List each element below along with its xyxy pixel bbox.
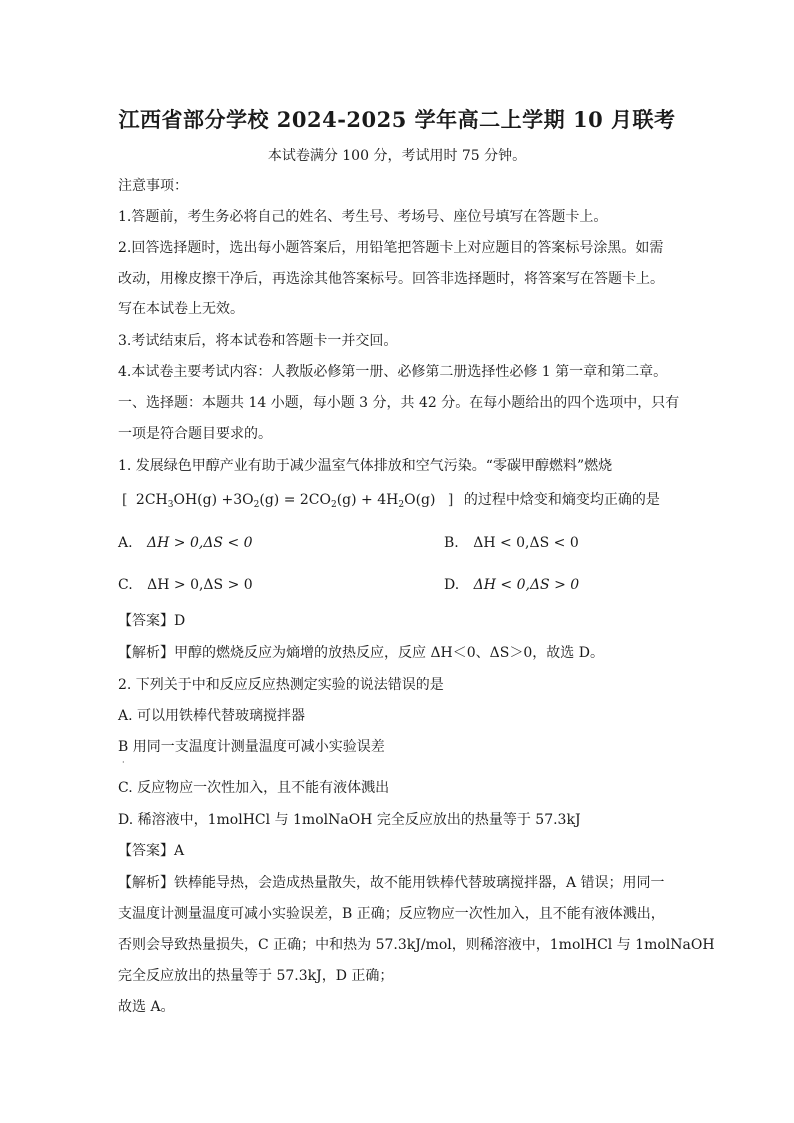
page-title: 江西省部分学校 2024-2025 学年高二上学期 10 月联考 [118, 107, 676, 132]
note-item-1: 1.答题前，考生务必将自己的姓名、考生号、考场号、座位号填写在答题卡上。 [118, 209, 608, 225]
q1-analysis-text: 甲醇的燃烧反应为熵增的放热反应，反应 ΔH＜0、ΔS＞0，故选 D。 [174, 645, 604, 661]
note-item-2-line-1: 2.回答选择题时，选出每小题答案后，用铅笔把答题卡上对应题目的答案标号涂黑。如需 [118, 240, 664, 256]
q2-analysis-tag: 【解析】 [118, 875, 174, 891]
q2-option-c: C. 反应物应一次性加入，且不能有液体溅出 [118, 780, 390, 796]
q2-stem: 2. 下列关于中和反应反应热测定实验的说法错误的是 [118, 677, 444, 693]
q1-option-d-label: D. [444, 577, 460, 593]
q1-stem: 1. 发展绿色甲醇产业有助于减少温室气体排放和空气污染。“零碳甲醇燃料”燃烧 [118, 458, 613, 474]
q1-analysis [118, 643, 604, 663]
notes-heading: 注意事项： [118, 178, 188, 194]
q2-analysis-line-4: 完全反应放出的热量等于 57.3kJ，D 正确； [118, 968, 394, 984]
q2-option-d: D. 稀溶液中，1molHCl 与 1molNaOH 完全反应放出的热量等于 57.3kJ [118, 812, 581, 828]
q1-option-a [118, 533, 253, 553]
q2-analysis-line-3: 否则会导致热量损失，C 正确；中和热为 57.3kJ/mol，则稀溶液中，1molHCl 与 1molNaOH [118, 937, 715, 953]
q1-option-c-label: C. [118, 577, 133, 593]
q1-option-d [444, 575, 579, 595]
note-item-2-line-2: 改动，用橡皮擦干净后，再选涂其他答案标号。回答非选择题时，将答案写在答题卡上。 [118, 271, 664, 287]
q1-equation: $2CH_3OH(g) +3O_2(g) = 2CO_2(g) + 4H_2O(g)$ [135, 492, 436, 510]
q2-option-b: B 用同一支温度计测量温度可减小实验误差 [118, 739, 385, 755]
q1-option-d-text: ΔH < 0,ΔS > 0 [473, 577, 580, 593]
note-item-3: 3.考试结束后，将本试卷和答题卡一并交回。 [118, 333, 398, 349]
q1-option-b [444, 533, 579, 553]
q1-option-a-text: ΔH > 0,ΔS < 0 [147, 535, 253, 551]
section-1-line-2: 一项是符合题目要求的。 [118, 426, 272, 442]
q1-answer: 【答案】D [118, 613, 186, 629]
q1-option-b-text: ΔH < 0,ΔS < 0 [473, 535, 579, 551]
q2-analysis-text-1: 铁棒能导热，会造成热量散失，故不能用铁棒代替玻璃搅拌器，A 错误；用同一 [174, 875, 665, 891]
section-1-line-1: 一、选择题：本题共 14 小题，每小题 3 分，共 42 分。在每小题给出的四个选项中，只有 [118, 395, 680, 411]
q1-bracket-close: ] [447, 492, 454, 508]
q2-analysis-line-2: 支温度计测量温度可减小实验误差，B 正确；反应物应一次性加入，且不能有液体溅出， [118, 906, 665, 922]
note-item-4: 4.本试卷主要考试内容：人教版必修第一册、必修第二册选择性必修 1 第一章和第二章。 [118, 364, 668, 380]
stray-dot: · [122, 758, 125, 767]
q1-stem-tail: 的过程中焓变和熵变均正确的是 [463, 492, 660, 508]
page-subtitle: 本试卷满分 100 分，考试用时 75 分钟。 [267, 148, 527, 164]
q1-bracket-open: [ [122, 492, 128, 508]
q1-equation-line [122, 490, 660, 510]
q2-answer: 【答案】A [118, 843, 185, 859]
q1-option-c-text: ΔH > 0,ΔS > 0 [147, 577, 253, 593]
q1-option-b-label: B. [444, 535, 459, 551]
q2-conclusion: 故选 A。 [118, 999, 175, 1015]
q1-analysis-tag: 【解析】 [118, 645, 174, 661]
q1-option-c [118, 575, 253, 595]
q1-option-a-label: A. [118, 535, 133, 551]
q2-option-a: A. 可以用铁棒代替玻璃搅拌器 [118, 708, 306, 724]
q2-analysis-line-1 [118, 873, 665, 893]
note-item-2-line-3: 写在本试卷上无效。 [118, 301, 244, 317]
